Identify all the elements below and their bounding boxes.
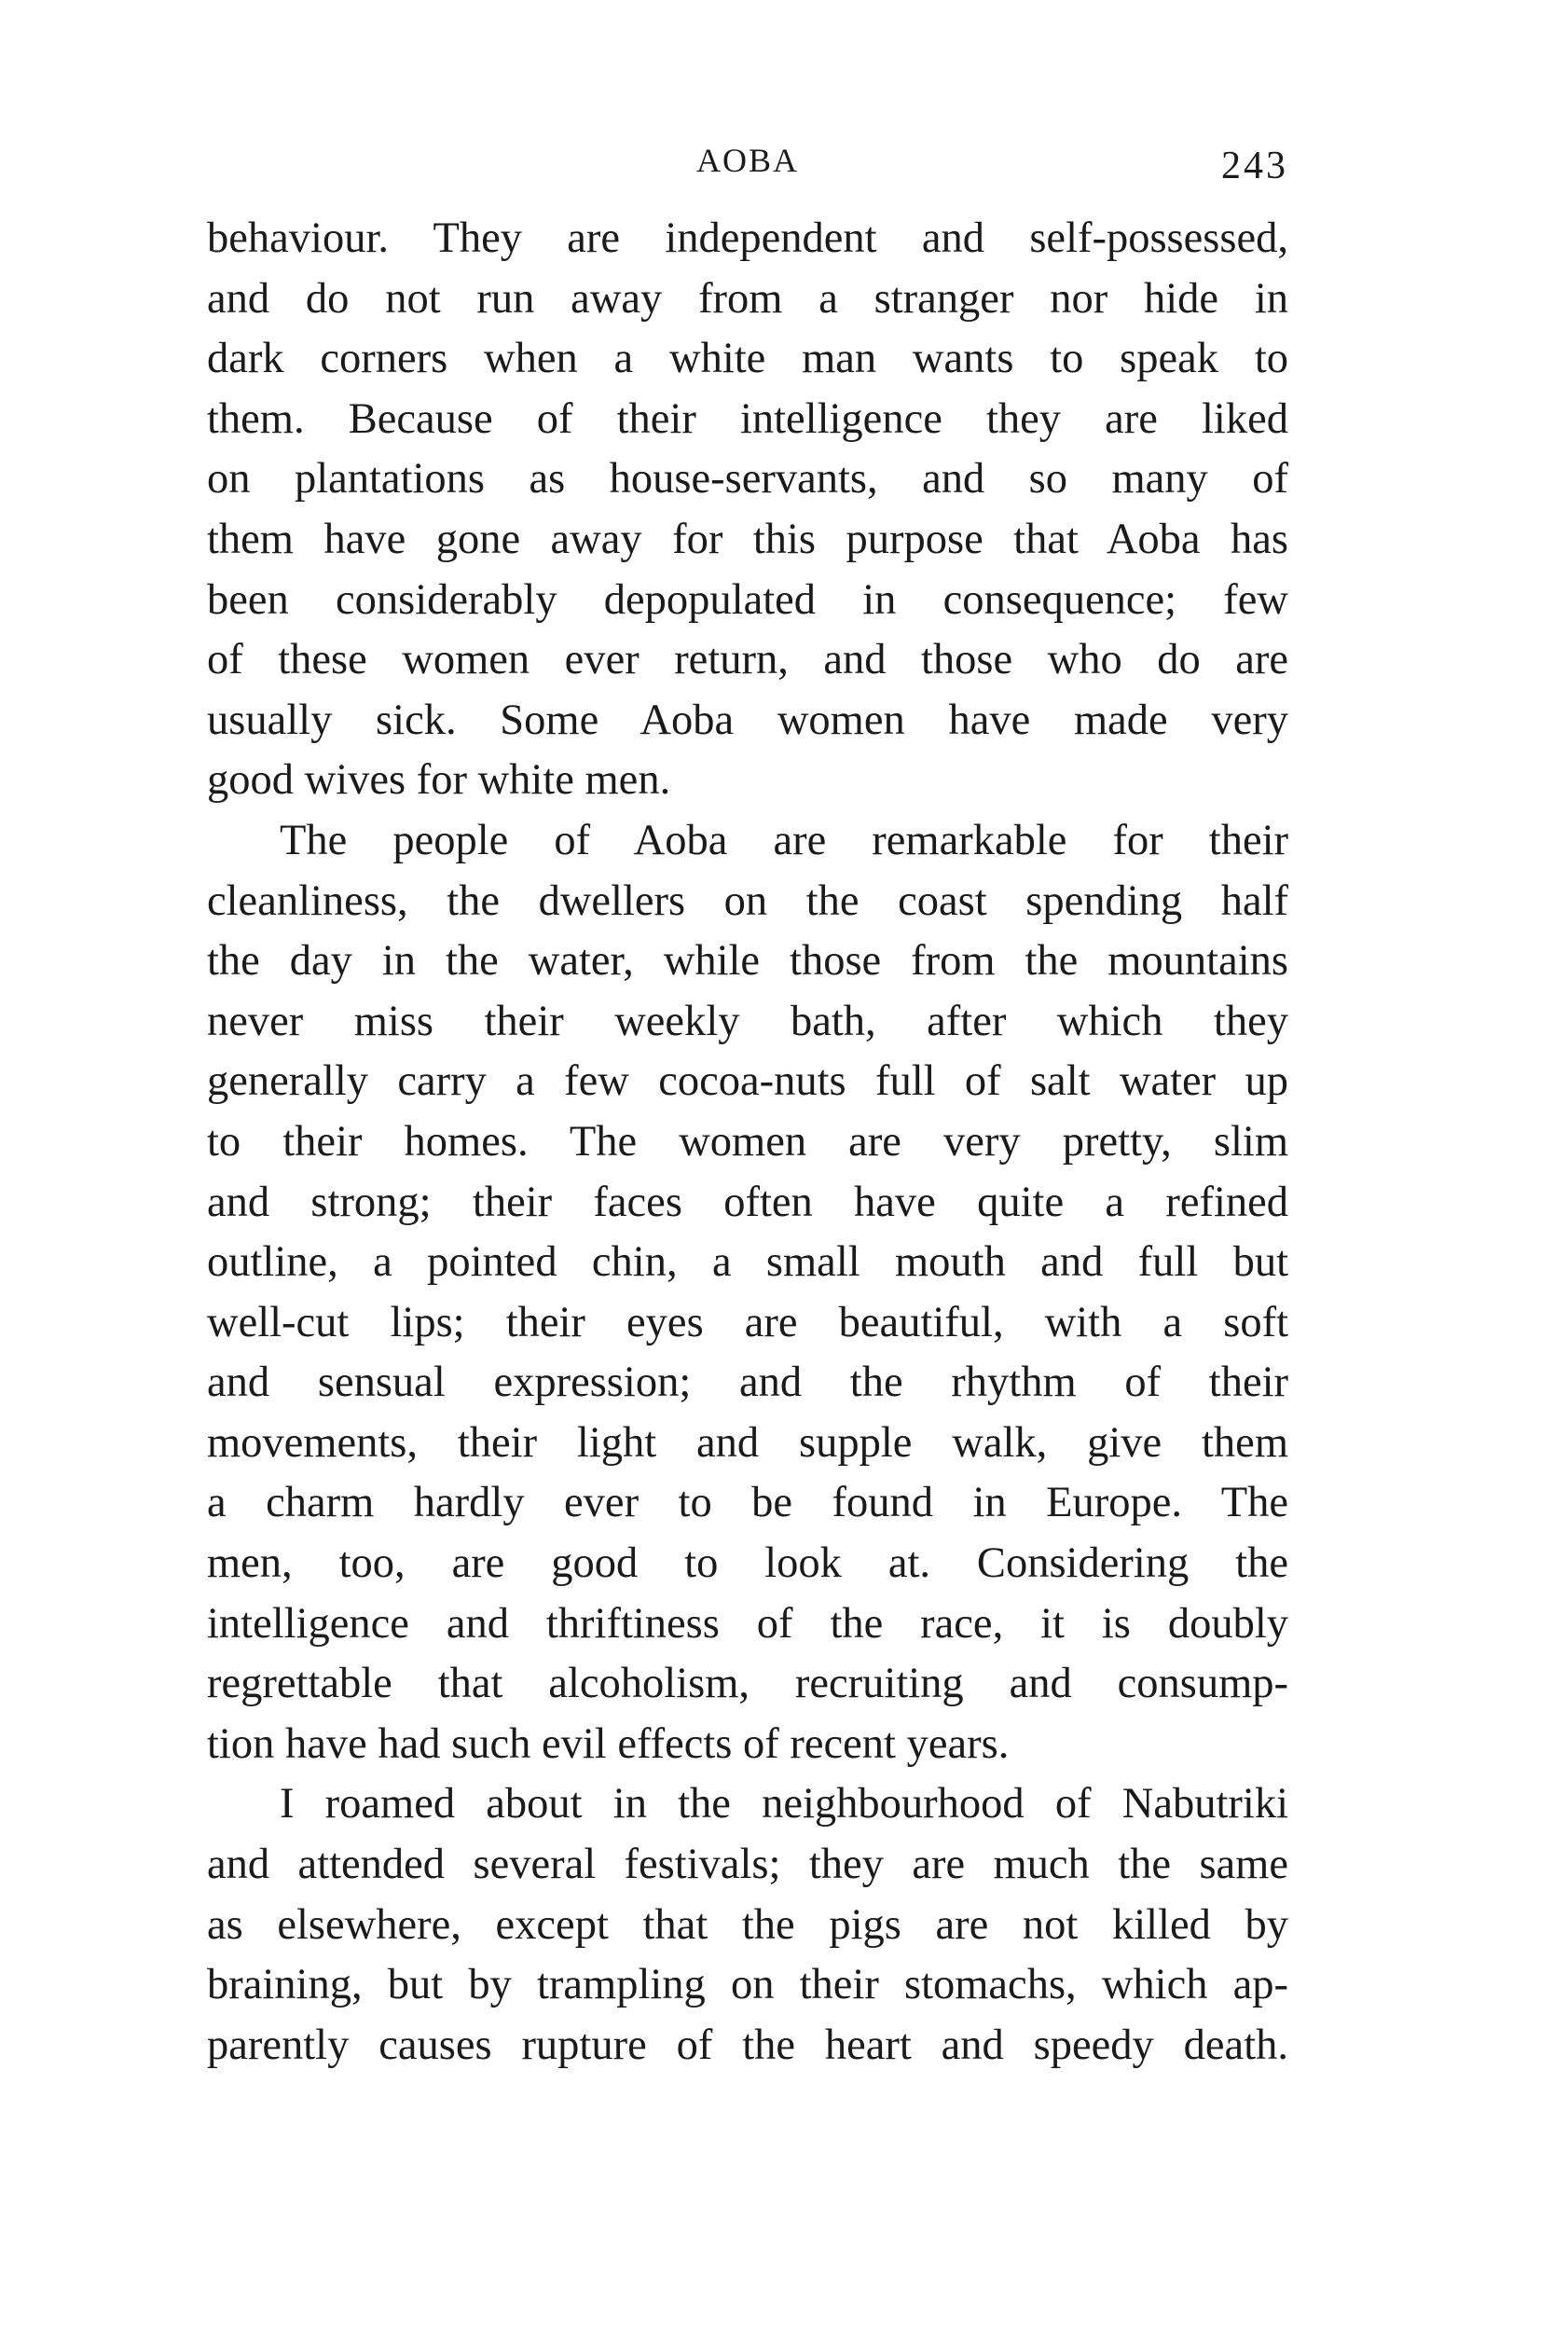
text-line: good wives for white men. [207, 756, 671, 805]
text-line: outline, a pointed chin, a small mouth and full but [207, 1238, 1288, 1287]
text-line: parently causes rupture of the heart and speedy death. [207, 2021, 1288, 2069]
paragraph-3 [207, 1774, 1288, 2076]
text-line: braining, but by trampling on their stomachs, which ap- [207, 1961, 1288, 2009]
paragraph-2 [207, 811, 1288, 1775]
text-line: been considerably depopulated in consequence; few [207, 575, 1288, 624]
text-line: regrettable that alcoholism, recruiting and consump- [207, 1660, 1288, 1708]
text-line: cleanliness, the dwellers on the coast spending half [207, 876, 1288, 925]
text-line: and strong; their faces often have quite a refined [207, 1178, 1288, 1226]
text-line: tion have had such evil effects of recent years. [207, 1719, 1010, 1768]
text-line: them. Because of their intelligence they are liked [207, 394, 1288, 443]
text-line: usually sick. Some Aoba women have made very [207, 696, 1288, 744]
text-line: of these women ever return, and those who do are [207, 636, 1288, 684]
text-line: movements, their light and supple walk, give them [207, 1418, 1288, 1467]
text-line: and sensual expression; and the rhythm of their [207, 1359, 1288, 1407]
page-number: 243 [1221, 145, 1288, 187]
text-line: generally carry a few cocoa-nuts full of salt water up [207, 1057, 1288, 1106]
text-line: intelligence and thriftiness of the race, it is doubly [207, 1599, 1288, 1648]
text-line: and do not run away from a stranger nor hide in [207, 274, 1288, 323]
text-line: dark corners when a white man wants to speak to [207, 335, 1288, 383]
text-line: I roamed about in the neighbourhood of Nabutriki [280, 1780, 1288, 1828]
text-line: men, too, are good to look at. Considering the [207, 1539, 1288, 1588]
text-line: The people of Aoba are remarkable for their [280, 816, 1288, 864]
text-line: as elsewhere, except that the pigs are not killed by [207, 1900, 1288, 1949]
text-line: on plantations as house-servants, and so many of [207, 455, 1288, 504]
running-head [207, 132, 1288, 188]
text-line: to their homes. The women are very pretty, slim [207, 1117, 1288, 1166]
text-line: well-cut lips; their eyes are beautiful, with a soft [207, 1298, 1288, 1346]
text-line: them have gone away for this purpose that Aoba has [207, 515, 1288, 563]
text-line: a charm hardly ever to be found in Europe. The [207, 1479, 1288, 1527]
body-text [207, 209, 1288, 2076]
text-line: and attended several festivals; they are much the same [207, 1841, 1288, 1889]
text-line: the day in the water, while those from the mountains [207, 937, 1288, 986]
text-line: never miss their weekly bath, after which they [207, 997, 1288, 1045]
paragraph-1 [207, 209, 1288, 811]
text-line: behaviour. They are independent and self-possessed, [207, 214, 1288, 262]
running-title: AOBA [695, 142, 799, 179]
